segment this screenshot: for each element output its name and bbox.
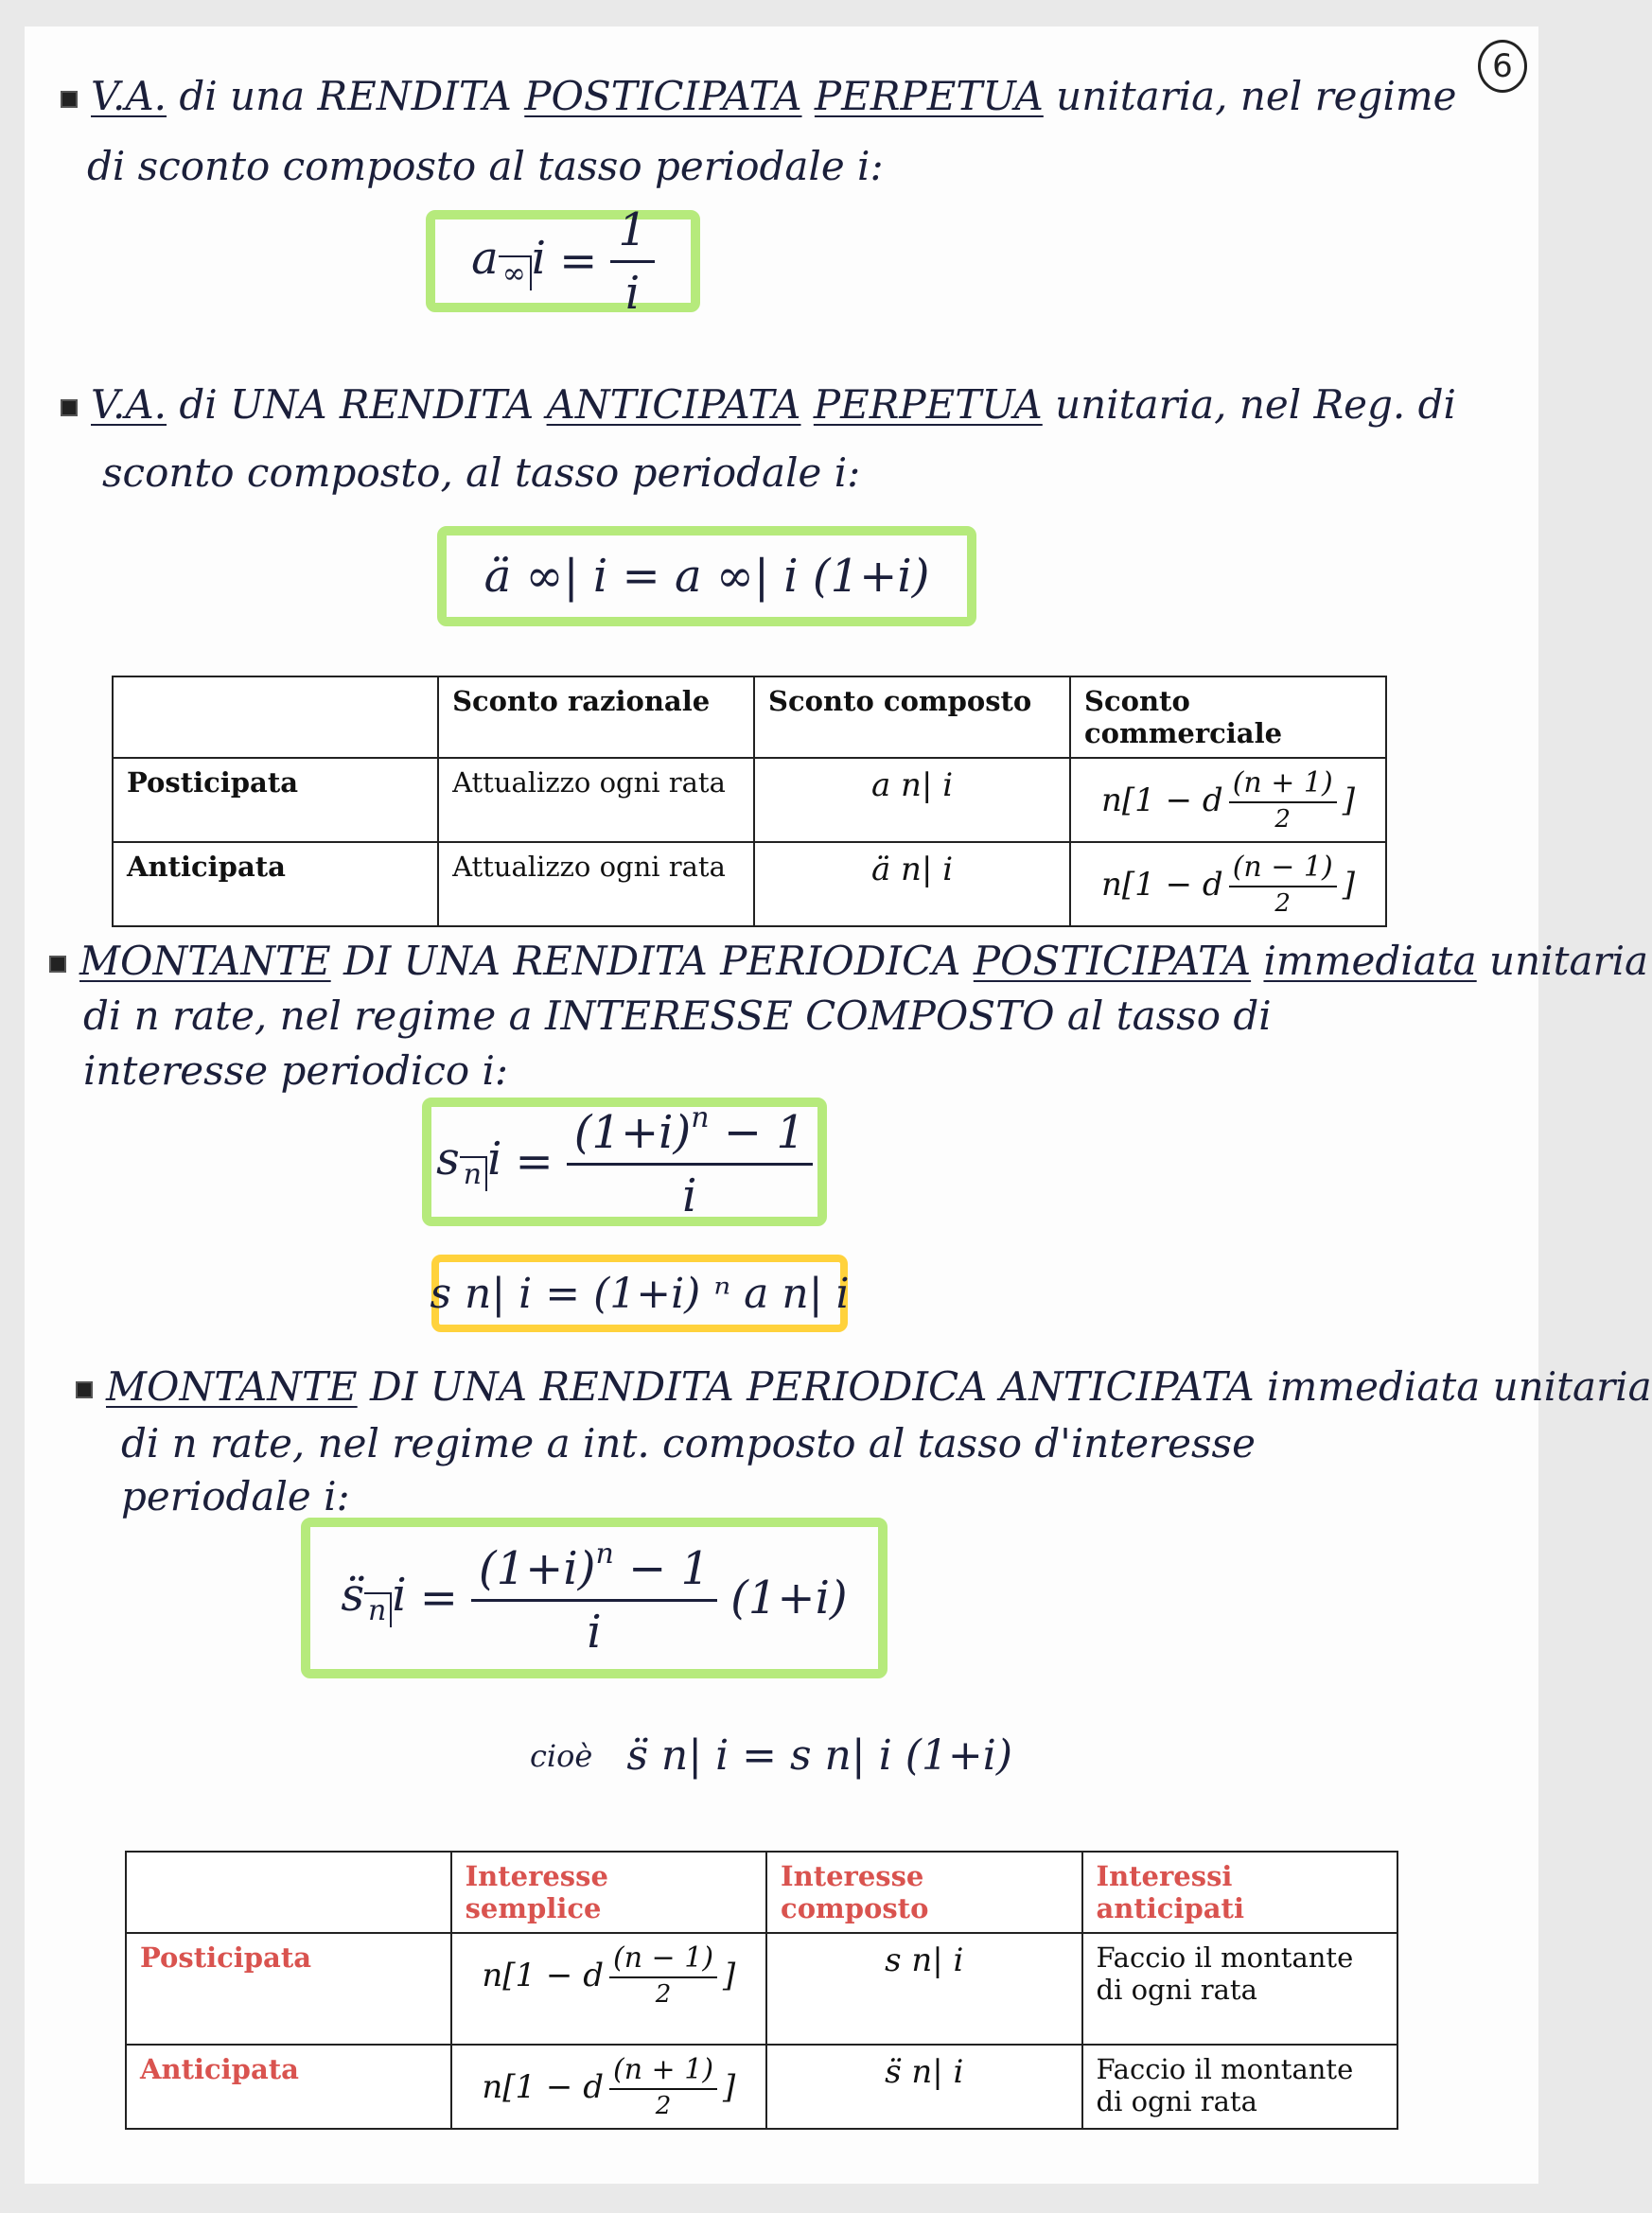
section2-line2: sconto composto, al tasso periodale i: — [102, 449, 861, 496]
table-cell: Faccio il montante di ogni rata — [1082, 2045, 1397, 2129]
table-cell — [451, 1933, 766, 2045]
table-cell — [451, 2045, 766, 2129]
row-label: Posticipata — [126, 1933, 451, 2045]
table-cell: s̈ n| i — [766, 2045, 1081, 2129]
formula-box-2 — [437, 526, 976, 626]
formula-semplice: n[1 − d $\frac{(n + 1)}{2}$ ] — [482, 2053, 736, 2120]
table-cell — [1070, 842, 1386, 926]
table-header: Sconto commerciale — [1070, 676, 1386, 758]
section4-line2: di n rate, nel regime a int. composto al tasso d'interesse — [121, 1420, 1256, 1467]
formula-box-4 — [301, 1518, 888, 1678]
section3-line3: interesse periodico i: — [83, 1047, 509, 1094]
table-interesse — [125, 1851, 1398, 2130]
table-cell: a n| i — [754, 758, 1070, 842]
section3-line1: MONTANTE DI UNA RENDITA PERIODICA POSTICIPATA immediata unitaria — [49, 937, 1648, 986]
table-row — [126, 1933, 1397, 2045]
formula-montante-posticipata: s $_n$ i = $\frac{(1+i)^n - 1}{i}$ — [436, 1101, 813, 1222]
formula-perpetual-anticipata: ä ∞| i = a ∞| i (1+i) — [483, 550, 930, 603]
formula-box-3 — [422, 1098, 827, 1226]
section2-line1: V.A. di UNA RENDITA ANTICIPATA PERPETUA unitaria, nel Reg. di — [61, 380, 1456, 430]
row-label: Anticipata — [113, 842, 438, 926]
section1-line2: di sconto composto al tasso periodale i: — [87, 143, 884, 189]
table-cell — [1070, 758, 1386, 842]
bullet-icon — [76, 1381, 93, 1398]
table-row — [113, 758, 1386, 842]
row-label: Posticipata — [113, 758, 438, 842]
cioe-line: cioè s̈ n| i = s n| i (1+i) — [530, 1731, 1013, 1780]
table-row — [113, 842, 1386, 926]
formula-commerciale: n[1 − d $\frac{(n - 1)}{2}$ ] — [1101, 851, 1355, 918]
table-row — [126, 2045, 1397, 2129]
section4-line3: periodale i: — [121, 1473, 350, 1519]
table-header-empty — [126, 1852, 451, 1933]
table-header: Interessi anticipati — [1082, 1852, 1397, 1933]
table-cell: Attualizzo ogni rata — [438, 758, 754, 842]
section1-line1: V.A. di una RENDITA POSTICIPATA PERPETUA unitaria, nel regime — [61, 72, 1457, 121]
bullet-icon — [61, 91, 78, 108]
formula-commerciale: n[1 − d $\frac{(n + 1)}{2}$ ] — [1101, 766, 1355, 834]
table-header: Sconto razionale — [438, 676, 754, 758]
table-cell: s n| i — [766, 1933, 1081, 2045]
page-number: 6 — [1478, 40, 1527, 93]
formula-box-1 — [426, 202, 700, 320]
section3-line2: di n rate, nel regime a INTERESSE COMPOSTO al tasso di — [83, 992, 1272, 1039]
bullet-icon — [61, 399, 78, 416]
table-cell: Faccio il montante di ogni rata — [1082, 1933, 1397, 2045]
table-header: Interesse semplice — [451, 1852, 766, 1933]
table-row — [126, 1852, 1397, 1933]
formula-montante-relation: s n| i = (1+i) ⁿ a n| i — [430, 1269, 850, 1318]
bullet-icon — [49, 956, 66, 973]
row-label: Anticipata — [126, 2045, 451, 2129]
section4-line1: MONTANTE DI UNA RENDITA PERIODICA ANTICIPATA immediata unitaria — [76, 1362, 1652, 1412]
formula-box-3b — [431, 1255, 848, 1332]
table-header-empty — [113, 676, 438, 758]
table-row — [113, 676, 1386, 758]
formula-perpetual-posticipata: a $_\infty$ i = $\frac{1}{i}$ — [471, 203, 655, 320]
table-sconto — [112, 676, 1387, 927]
table-header: Interesse composto — [766, 1852, 1081, 1933]
table-cell: Attualizzo ogni rata — [438, 842, 754, 926]
table-header: Sconto composto — [754, 676, 1070, 758]
formula-montante-anticipata: s̈ $_n$ i = $\frac{(1+i)^n - 1}{i}$ (1+i) — [341, 1537, 848, 1659]
formula-semplice: n[1 − d $\frac{(n - 1)}{2}$ ] — [482, 1941, 736, 2009]
table-cell: ä n| i — [754, 842, 1070, 926]
